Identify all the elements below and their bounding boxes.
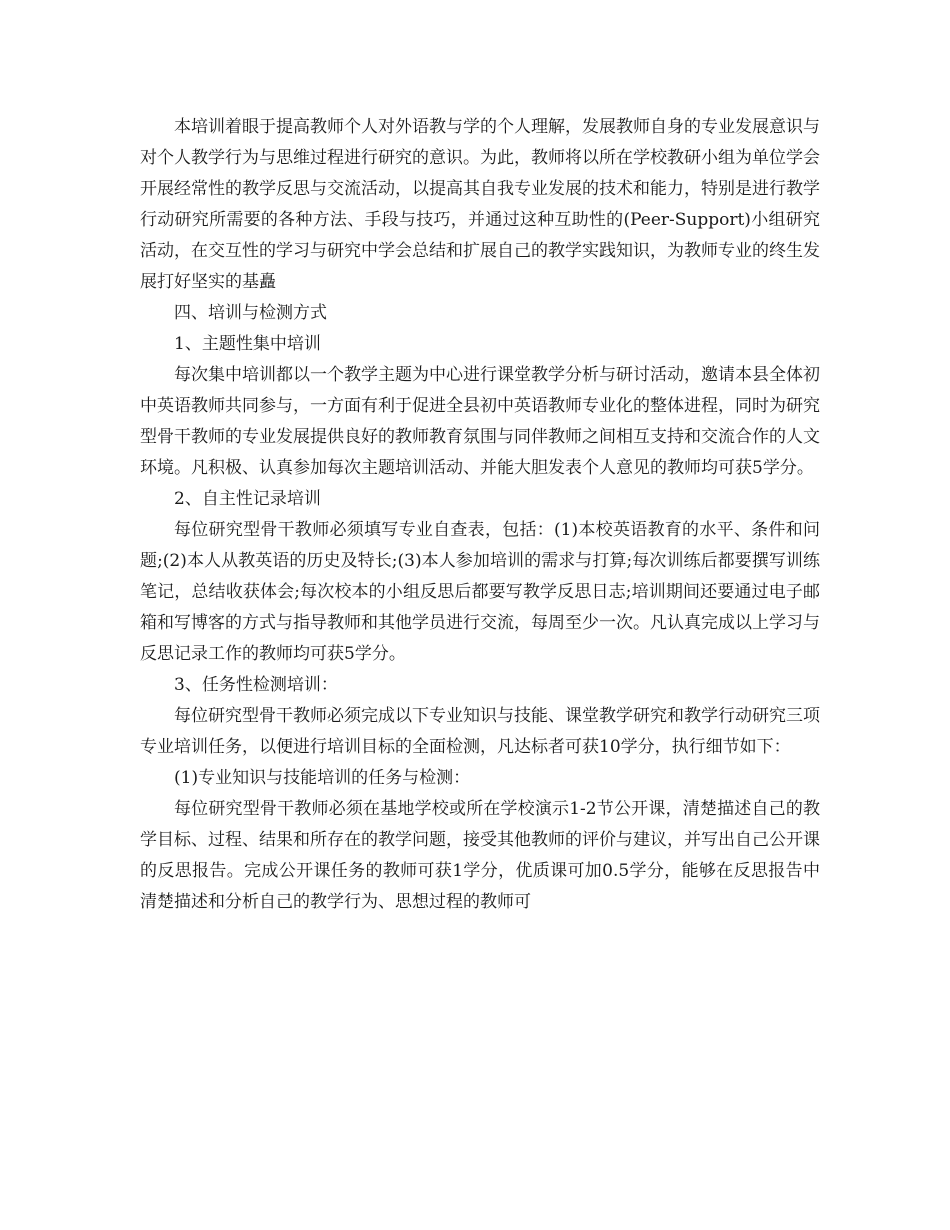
- intro-paragraph: 本培训着眼于提高教师个人对外语教与学的个人理解，发展教师自身的专业发展意识与对个人教学行为与思维过程进行研究的意识。为此，教师将以所在学校教研小组为单位学会开展经常性的教学反思与交流活动，以提高其自我专业发展的技术和能力，特别是进行教学行动研究所需要的各种方法、手段与技巧，并通过这种互助性的(Peer-Support)小组研究活动，在交互性的学习与研究中学会总结和扩展自己的教学实践知识，为教师专业的终生发展打好坚实的基矗: [140, 117, 820, 292]
- thematic-training-paragraph: 每次集中培训都以一个教学主题为中心进行课堂教学分析与研讨活动，邀请本县全体初中英语教师共同参与，一方面有利于促进全县初中英语教师专业化的整体进程，同时为研究型骨干教师的专业发展提供良好的教师教育氛围与同伴教师之间相互支持和交流合作的人文环境。凡积极、认真参加每次主题培训活动、并能大胆发表个人意见的教师均可获5学分。: [140, 365, 820, 478]
- subheading-task-training: 3、任务性检测培训：: [174, 675, 338, 695]
- document-page: [140, 112, 820, 918]
- subheading-self-record-training: 2、自主性记录培训: [174, 489, 321, 509]
- subheading-knowledge-skills: (1)专业知识与技能培训的任务与检测：: [174, 768, 471, 788]
- task-training-paragraph: 每位研究型骨干教师必须完成以下专业知识与技能、课堂教学研究和教学行动研究三项专业培训任务，以便进行培训目标的全面检测，凡达标者可获10学分，执行细节如下：: [140, 706, 820, 757]
- subheading-thematic-training: 1、主题性集中培训: [174, 334, 321, 354]
- section-heading-training-methods: 四、培训与检测方式: [174, 303, 327, 323]
- knowledge-skills-paragraph: 每位研究型骨干教师必须在基地学校或所在学校演示1-2节公开课，清楚描述自己的教学目标、过程、结果和所存在的教学问题，接受其他教师的评价与建议，并写出自己公开课的反思报告。完成公开课任务的教师可获1学分，优质课可加0.5学分，能够在反思报告中清楚描述和分析自己的教学行为、思想过程的教师可: [140, 799, 820, 912]
- self-record-paragraph: 每位研究型骨干教师必须填写专业自查表，包括：(1)本校英语教育的水平、条件和问题;(2)本人从教英语的历史及特长;(3)本人参加培训的需求与打算;每次训练后都要撰写训练笔记，总结收获体会;每次校本的小组反思后都要写教学反思日志;培训期间还要通过电子邮箱和写博客的方式与指导教师和其他学员进行交流，每周至少一次。凡认真完成以上学习与反思记录工作的教师均可获5学分。: [140, 520, 820, 664]
